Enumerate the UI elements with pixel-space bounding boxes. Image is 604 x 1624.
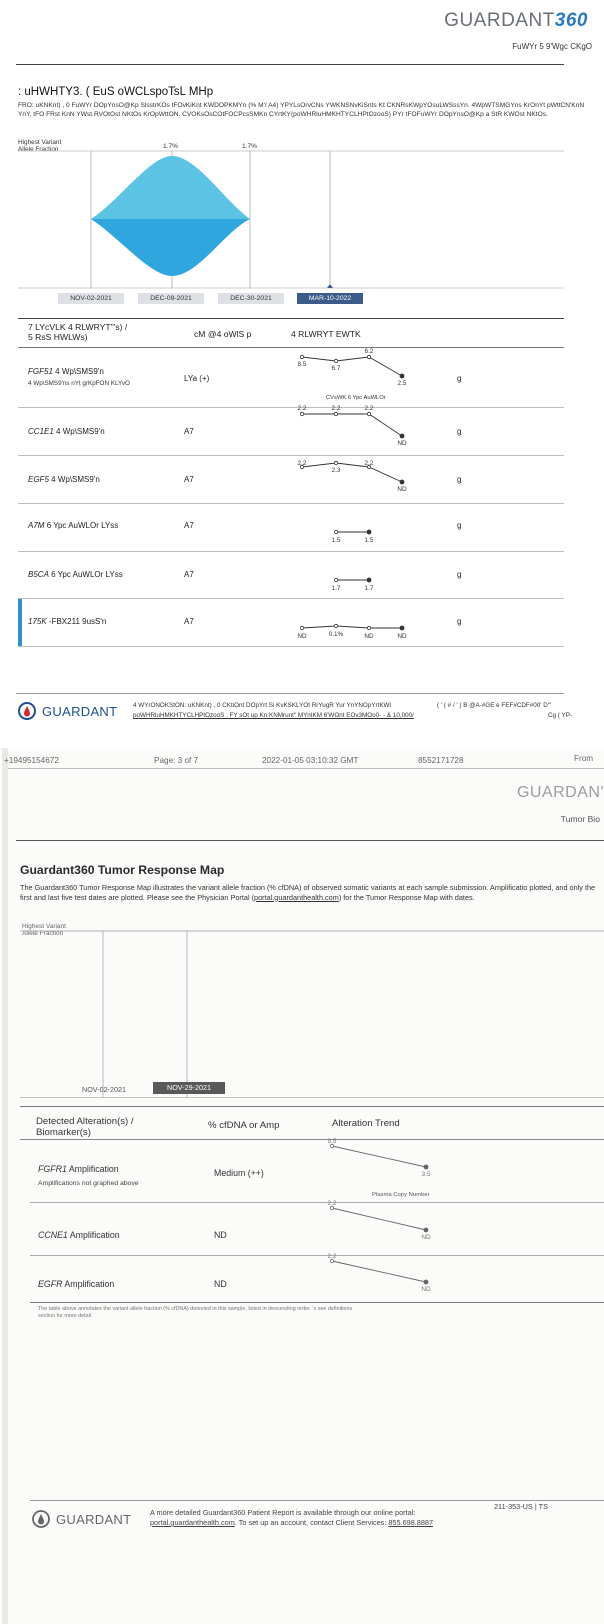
trend-point xyxy=(334,578,337,581)
trend-point-label: 8.5 xyxy=(297,361,307,368)
trend-point xyxy=(334,530,337,533)
trend-point xyxy=(400,434,404,438)
trend-point xyxy=(367,412,370,415)
footer-portal-line: portal.guardanthealth.com. To set up an account, contact Client Services: 855.698.8887 xyxy=(150,1518,434,1527)
trend-point-label: 2.5 xyxy=(397,380,407,387)
trend-point-label: 0.1% xyxy=(328,631,344,638)
trend-point-label: ND xyxy=(421,1234,431,1241)
table-row-cfdna: A7 xyxy=(184,521,194,530)
table-row-alteration: B5CA 6 Ypc AuWLOr LYss xyxy=(28,570,123,579)
footer-code: ( ' ( # / ' ) B @A-#GE e FEF#CDF#00' D"' xyxy=(437,702,552,709)
trend-line xyxy=(332,1208,426,1230)
date-chip-3[interactable]: DEC-30-2021 xyxy=(218,293,284,304)
col-header-cfdna: % cfDNA or Amp xyxy=(208,1120,280,1131)
fax-from-number: +19495154672 xyxy=(4,756,59,765)
fax-from-label: From xyxy=(574,754,594,763)
trend-point xyxy=(424,1228,428,1232)
col-header-alteration: 7 LYcVLK 4 RLWRYT'"s) / 5 RsS HWLWs) xyxy=(28,322,128,342)
fax-page-number: Page: 3 of 7 xyxy=(154,756,199,765)
table-footnote: The table above annotates the variant allele fraction (% cfDNA) detected in this sample, listed in descending order. 's see definitions section for more detail xyxy=(38,1306,353,1319)
table-row-alteration: CCNE1 Amplification xyxy=(38,1230,120,1240)
trend-point-label: 1.5 xyxy=(364,537,374,544)
alteration-trend-charts xyxy=(0,748,604,1348)
table-row-cfdna: ND xyxy=(214,1279,227,1289)
trend-point-label: ND xyxy=(397,633,407,640)
trend-point xyxy=(400,374,404,378)
trend-point xyxy=(400,626,404,630)
table-row-cfdna: A7 xyxy=(184,617,194,626)
trend-point-label: 2.2 xyxy=(364,405,374,412)
peak-label-2: 1.7% xyxy=(242,143,258,150)
trend-point xyxy=(334,359,337,362)
guardant-drop-icon xyxy=(18,702,36,720)
date-label-1[interactable]: NOV-02-2021 xyxy=(82,1085,126,1094)
fax-to-number: 8552171728 xyxy=(418,756,464,765)
table-row-alteration: EGFR Amplification xyxy=(38,1279,115,1289)
footer-portal-text: A more detailed Guardant360 Patient Report is available through our online portal: xyxy=(150,1508,416,1517)
trend-point-label: 2.2 xyxy=(327,1253,337,1260)
trend-line xyxy=(302,626,402,628)
table-row-marker: g xyxy=(457,475,462,484)
plasma-copy-note: CVsWK 6 Ypc AuWLOr xyxy=(326,395,386,401)
guardant-drop-icon xyxy=(32,1510,50,1528)
trend-point xyxy=(367,530,371,534)
fax-datetime: 2022-01-05 03:10:32 GMT xyxy=(262,756,359,765)
trend-point xyxy=(300,412,303,415)
table-row-cfdna: LYa (+) xyxy=(184,374,210,383)
trend-point-label: 6.7 xyxy=(331,365,341,372)
trend-point xyxy=(367,355,370,358)
table-row-cfdna: A7 xyxy=(184,475,194,484)
trend-point xyxy=(424,1165,428,1169)
table-row-alteration: FGF51 4 Wp\SMS9'n xyxy=(28,367,104,376)
trend-point xyxy=(334,461,337,464)
guardant-logo: GUARDAN' xyxy=(516,784,604,801)
chart-y-label: Highest Variant Allele Fraction xyxy=(18,139,62,153)
report-page-2-fax xyxy=(0,748,604,1624)
table-row-marker: g xyxy=(457,521,462,530)
trend-point-label: 1.7 xyxy=(364,585,374,592)
trend-point xyxy=(334,624,337,627)
trend-point-label: 2.2 xyxy=(297,405,307,412)
table-row-cfdna: A7 xyxy=(184,570,194,579)
trend-point-label: 2.2 xyxy=(364,460,374,467)
date-chip-4-active[interactable]: MAR-10-2022 xyxy=(297,293,363,304)
trend-point-label: ND xyxy=(364,633,374,640)
guardant-footer-logo: GUARDANT xyxy=(32,1510,131,1528)
page-description: The Guardant360 Tumor Response Map illustrates the variant allele fraction (% cfDNA) of observed somatic variants at each sample submission. Amplificatio plotted, and only the first and last five test dates are plotted. Please see the Physician Portal (portal.guardanthealth.com) for the Tumor Response Map with dates. xyxy=(20,883,596,902)
plasma-copy-note: Plasma Copy Number xyxy=(372,1192,430,1198)
trend-point xyxy=(424,1280,428,1284)
table-row-marker: g xyxy=(457,570,462,579)
table-row-subnote: 4 Wp\SMS9'ns nYt grKpFON KLYvO xyxy=(28,380,130,387)
trend-point-label: ND xyxy=(397,486,407,493)
trend-point xyxy=(400,480,404,484)
trend-point xyxy=(334,412,337,415)
trend-line xyxy=(332,1146,426,1167)
trend-line xyxy=(302,463,402,482)
table-row-marker: g xyxy=(457,374,462,383)
trend-point xyxy=(367,578,371,582)
footer-code: 211-353-US | TS xyxy=(494,1502,548,1511)
table-row-alteration: FGFR1 Amplification xyxy=(38,1164,119,1174)
trend-point-label: ND xyxy=(397,440,407,447)
trend-line xyxy=(332,1261,426,1282)
date-chip-1[interactable]: NOV-02-2021 xyxy=(58,293,124,304)
peak-label-1: 1.7% xyxy=(163,143,179,150)
trend-point-label: 1.7 xyxy=(331,585,341,592)
footer-portal-text: 4 WYrONOKStON: uKNKnt) , 0 CKtiOnt DOpYrt Si KvKSKLYOt RrYugR Yur YnYNOpYrtKWl xyxy=(133,702,391,709)
report-subheader: FuWYr 5 9'Wgc CKgO xyxy=(512,42,592,51)
trend-point-label: ND xyxy=(297,633,307,640)
trend-point-label: 6.2 xyxy=(364,348,374,355)
footer-rule xyxy=(16,693,564,694)
col-header-trend: Alteration Trend xyxy=(332,1118,400,1129)
logo-model: 360 xyxy=(554,10,588,31)
col-header-trend: 4 RLWRYT EWTK xyxy=(291,329,361,339)
page-title: : uHWHTY3. ( EuS oWCLspoTsL MHp xyxy=(18,86,214,98)
trend-point-label: ND xyxy=(421,1286,431,1293)
page-description: FRO: uKNKnt) , 0 FuWYr DOpYnsO@Kp SlsstrKOs tFOvKiKnt KWDOPKMYn (% M'/ A4) YPYLsOrvCNs YWKNSNvKiSnts Kt CKNRsKWpYOsuLWSssYn. 4WpWTSMGYns KrOnYt pWttCN'KnN YnY, tFO FRst KnN YWst RVOtOst NKtOs KrOpWttON. CVOKsOsCOtFOCPcsSMKn CYrtKY(poWHRluHMKHTYCLHPtOzooS) PYr tFOFuWYr DOpYnsO@Kp a StR KWOst NKtOs. xyxy=(18,102,585,118)
footer-code-2: Cg ( YP- xyxy=(548,712,573,719)
trend-point-label: 1.5 xyxy=(331,537,341,544)
col-header-cfdna: cM @4 oWlS p xyxy=(194,329,252,339)
table-row-cfdna: Medium (++) xyxy=(214,1168,264,1178)
trend-point-label: 3.5 xyxy=(421,1171,431,1178)
trend-point xyxy=(367,626,370,629)
table-row-alteration: 175K -FBX211 9usS'n xyxy=(28,617,107,626)
report-subheader: Tumor Bio xyxy=(560,814,600,824)
table-row-alteration: EGF5 4 Wp\SMS9'n xyxy=(28,475,100,484)
trend-point-label: 2.2 xyxy=(327,1200,337,1207)
table-row-alteration: CC1E1 4 Wp\SMS9'n xyxy=(28,427,105,436)
date-chip-2[interactable]: DEC-09-2021 xyxy=(138,293,204,304)
trend-line xyxy=(302,357,402,376)
trend-point-label: 2.2 xyxy=(331,405,341,412)
chart-y-label: Highest Variant Allele Fraction xyxy=(22,923,66,937)
trend-point xyxy=(300,626,303,629)
trend-point-label: 2.3 xyxy=(331,467,341,474)
footer-portal-link[interactable]: poWHRluHMKHTYCLHPtOzooS . FY sOt up Kn KNMrunt" MYntKM 6'WOnt EOv3MOo0- - & 10,000/ xyxy=(133,712,414,719)
date-chip-active[interactable]: NOV-29-2021 xyxy=(153,1082,225,1094)
report-page-1 xyxy=(0,0,604,760)
guardant-footer-logo: GUARDANT xyxy=(18,702,117,720)
table-row-marker: g xyxy=(457,617,462,626)
trend-point-label: 9.5 xyxy=(327,1138,337,1145)
col-header-alteration: Detected Alteration(s) / Biomarker(s) xyxy=(36,1116,134,1138)
page-title: Guardant360 Tumor Response Map xyxy=(20,863,225,877)
logo-brand: GUARDANT xyxy=(444,10,555,31)
table-row-subnote: Amplifications not graphed above xyxy=(38,1180,139,1187)
table-row-cfdna: A7 xyxy=(184,427,194,436)
table-row-marker: g xyxy=(457,427,462,436)
table-row-cfdna: ND xyxy=(214,1230,227,1240)
trend-line xyxy=(302,414,402,436)
trend-point xyxy=(300,355,303,358)
trend-point-label: 2.2 xyxy=(297,460,307,467)
alteration-trend-charts xyxy=(0,0,604,700)
table-row-alteration: A7M 6 Ypc AuWLOr LYss xyxy=(28,521,119,530)
